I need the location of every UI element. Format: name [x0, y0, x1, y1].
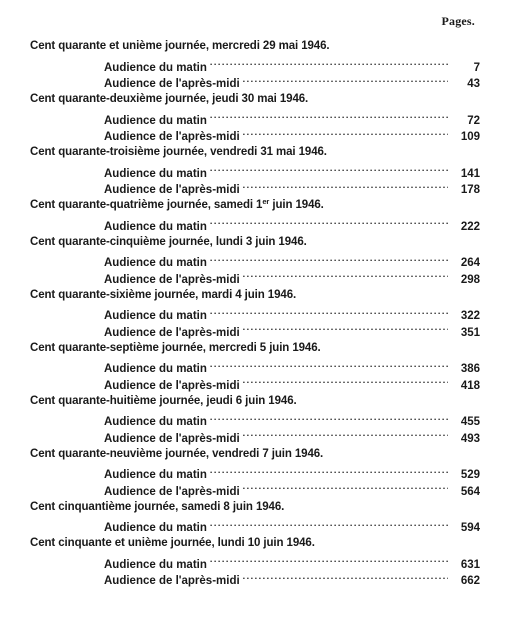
day-heading: Cent cinquante et unième journée, lundi 10 juin 1946. — [30, 537, 315, 549]
session-row — [104, 303, 480, 320]
session-label: Audience du matin — [104, 61, 207, 74]
toc-entry — [30, 197, 480, 233]
page-number: 594 — [460, 522, 480, 534]
dot-leader — [210, 515, 448, 532]
table-of-contents — [30, 38, 480, 588]
toc-entry — [30, 38, 480, 90]
day-heading: Cent quarante-troisième journée, vendredi 31 mai 1946. — [30, 146, 327, 158]
dot-leader — [210, 356, 448, 373]
session-label: Audience du matin — [104, 363, 207, 375]
toc-entry — [30, 535, 480, 587]
session-label: Audience de l'après-midi — [104, 575, 240, 587]
dot-leader — [243, 177, 448, 194]
toc-entry — [30, 393, 480, 445]
session-label: Audience de l'après-midi — [104, 485, 240, 498]
page-number: 564 — [460, 485, 480, 498]
session-label: Audience du matin — [104, 167, 207, 180]
session-row — [104, 250, 480, 267]
session-row — [104, 213, 480, 233]
session-label: Audience du matin — [104, 257, 207, 269]
session-row — [104, 551, 480, 571]
dot-leader — [243, 568, 448, 585]
session-label: Audience de l'après-midi — [104, 326, 240, 339]
page-number: 662 — [460, 575, 480, 587]
session-label: Audience du matin — [104, 416, 207, 428]
session-label: Audience du matin — [104, 310, 207, 322]
page-number: 455 — [460, 416, 480, 428]
day-heading: Cent quarante-cinquième journée, lundi 3 juin 1946. — [30, 235, 307, 248]
page-number: 351 — [460, 326, 480, 339]
toc-entry — [30, 340, 480, 392]
ordinal-superscript: er — [262, 197, 270, 206]
session-label: Audience du matin — [104, 114, 207, 127]
dot-leader — [210, 303, 448, 320]
page-number: 43 — [467, 78, 480, 90]
dot-leader — [243, 425, 448, 442]
session-label: Audience de l'après-midi — [104, 273, 240, 286]
page-number: 386 — [460, 363, 480, 375]
dot-leader — [210, 107, 448, 124]
dot-leader — [210, 551, 448, 568]
page-number: 7 — [473, 61, 480, 74]
day-heading-text-end: juin 1946. — [269, 199, 324, 211]
session-row — [104, 409, 480, 426]
session-row — [104, 515, 480, 532]
day-heading — [30, 197, 480, 213]
day-heading: Cent quarante-sixième journée, mardi 4 juin 1946. — [30, 288, 297, 301]
dot-leader — [210, 250, 448, 267]
page-number: 178 — [460, 184, 480, 196]
toc-entry — [30, 499, 480, 532]
toc-entry — [30, 144, 480, 196]
page-number: 141 — [460, 167, 480, 180]
page-number: 529 — [460, 469, 480, 481]
day-heading: Cent quarante-huitième journée, jeudi 6 juin 1946. — [30, 394, 297, 407]
session-row — [104, 160, 480, 180]
page-number: 264 — [460, 257, 480, 269]
dot-leader — [210, 409, 448, 426]
session-label: Audience de l'après-midi — [104, 432, 240, 445]
day-heading-text: Cent quarante-quatrième journée, samedi 1 — [30, 199, 263, 211]
session-label: Audience du matin — [104, 558, 207, 571]
session-row — [104, 356, 480, 373]
page-number: 298 — [460, 273, 480, 286]
dot-leader — [210, 54, 448, 71]
dot-leader — [243, 372, 448, 389]
day-heading: Cent quarante-deuxième journée, jeudi 30 mai 1946. — [30, 93, 309, 105]
dot-leader — [210, 213, 448, 230]
day-heading: Cent quarante-septième journée, mercredi 5 juin 1946. — [30, 341, 321, 354]
session-label: Audience du matin — [104, 522, 207, 534]
pages-column-header: Pages. — [441, 14, 475, 28]
session-label: Audience de l'après-midi — [104, 78, 240, 90]
dot-leader — [243, 266, 448, 283]
dot-leader — [243, 478, 448, 495]
dot-leader — [243, 71, 448, 88]
day-heading: Cent quarante et unième journée, mercredi 29 mai 1946. — [30, 40, 330, 52]
session-row — [104, 462, 480, 479]
page-number: 418 — [460, 379, 480, 392]
session-label: Audience de l'après-midi — [104, 379, 240, 392]
toc-entry — [30, 446, 480, 498]
page-number: 322 — [460, 310, 480, 322]
session-label: Audience de l'après-midi — [104, 131, 240, 143]
page-number: 222 — [460, 220, 480, 233]
session-label: Audience du matin — [104, 469, 207, 481]
day-heading: Cent quarante-neuvième journée, vendredi 7 juin 1946. — [30, 447, 324, 460]
session-row — [104, 54, 480, 74]
page-number: 109 — [460, 131, 480, 143]
session-label: Audience de l'après-midi — [104, 184, 240, 196]
dot-leader — [243, 124, 448, 141]
dot-leader — [210, 160, 448, 177]
toc-entry — [30, 287, 480, 339]
session-label: Audience du matin — [104, 220, 207, 233]
dot-leader — [243, 319, 448, 336]
day-heading: Cent cinquantième journée, samedi 8 juin 1946. — [30, 500, 285, 513]
page-number: 72 — [467, 114, 480, 127]
dot-leader — [210, 462, 448, 479]
session-row — [104, 107, 480, 127]
toc-entry — [30, 234, 480, 286]
page-number: 493 — [460, 432, 480, 445]
toc-entry — [30, 91, 480, 143]
page-number: 631 — [460, 558, 480, 571]
